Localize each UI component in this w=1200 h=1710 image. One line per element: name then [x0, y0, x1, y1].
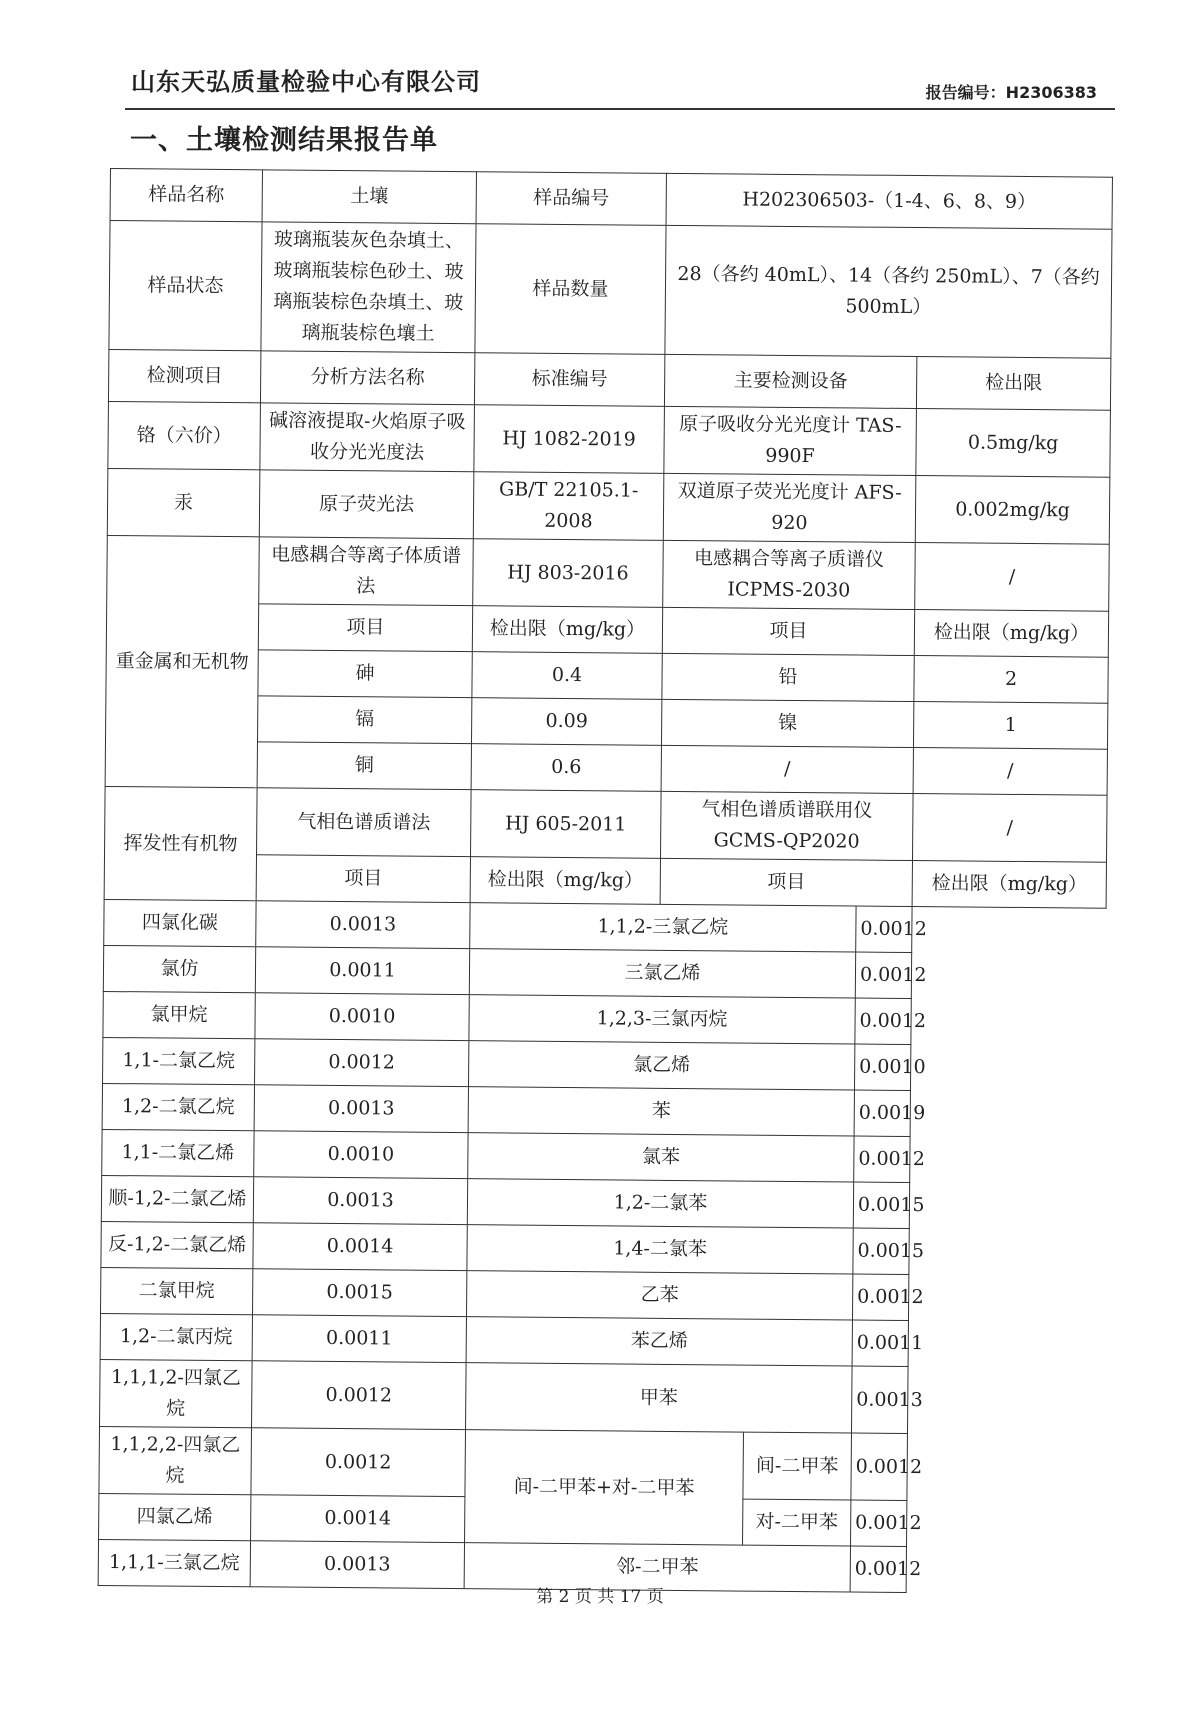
limit-value: 0.0010	[854, 1044, 910, 1090]
analyte: 间-二甲苯	[743, 1432, 852, 1500]
subheader-item: 项目	[660, 858, 912, 906]
header-limit: 检出限	[916, 357, 1110, 411]
detection-limit: /	[915, 543, 1110, 612]
label-sample-state: 样品状态	[109, 221, 262, 351]
label-sample-no: 样品编号	[476, 172, 666, 226]
limit-value: 0.0015	[252, 1269, 466, 1317]
limit-value: 2	[914, 656, 1108, 704]
limit-value: 0.0012	[851, 1500, 907, 1546]
limit-value: 0.4	[472, 652, 662, 700]
report-number: 报告编号：H2306383	[925, 83, 1097, 102]
analyte: 镍	[661, 699, 913, 747]
limit-value: 0.0012	[252, 1361, 467, 1430]
analyte: 苯	[468, 1087, 854, 1136]
row-sample-state	[109, 221, 1112, 359]
limit-value: 0.6	[471, 744, 661, 792]
equipment: 双道原子荧光光度计 AFS-920	[663, 473, 916, 542]
limit-value: 0.0013	[256, 901, 470, 949]
label-sample-qty: 样品数量	[475, 224, 666, 355]
analyte: 1,1,1-三氯乙烷	[98, 1539, 250, 1586]
limit-value: 0.0014	[251, 1495, 465, 1543]
group-voc: 挥发性有机物	[104, 786, 257, 900]
value-sample-name: 土壤	[262, 170, 476, 224]
table-row	[100, 1359, 1103, 1435]
analyte: 1,2,3-三氯丙烷	[469, 995, 855, 1044]
analyte: 反-1,2-二氯乙烯	[101, 1221, 253, 1268]
subheader-limit: 检出限（mg/kg）	[470, 857, 660, 905]
limit-value: 0.0012	[851, 1433, 908, 1500]
analyte: 氯甲烷	[103, 991, 255, 1038]
item-name: 汞	[107, 468, 260, 536]
analyte: 邻-二甲苯	[464, 1543, 850, 1592]
limit-value: 0.0010	[255, 993, 469, 1041]
analyte: 对-二甲苯	[743, 1499, 851, 1546]
subheader-limit: 检出限（mg/kg）	[914, 610, 1108, 658]
limit-value: 0.09	[471, 698, 661, 746]
standard-no: HJ 803-2016	[473, 539, 664, 608]
label-sample-name: 样品名称	[110, 169, 262, 222]
xylene-group-label: 间-二甲苯+对-二甲苯	[465, 1430, 744, 1545]
limit-value: 0.0012	[251, 1428, 466, 1497]
analyte: 四氯乙烯	[99, 1493, 251, 1540]
detection-limit: 0.002mg/kg	[915, 476, 1110, 545]
limit-value: 0.0014	[253, 1223, 467, 1271]
method-name: 气相色谱质谱法	[257, 788, 472, 857]
standard-no: GB/T 22105.1-2008	[473, 472, 664, 541]
analyte: 苯乙烯	[466, 1317, 852, 1366]
value-sample-state: 玻璃瓶装灰色杂填土、玻璃瓶装棕色砂土、玻璃瓶装棕色杂填土、玻璃瓶装棕色壤土	[261, 222, 476, 353]
limit-value: 0.0011	[252, 1315, 466, 1363]
limit-value: 0.0013	[851, 1366, 908, 1433]
analyte: 1,1-二氯乙烷	[103, 1037, 255, 1084]
equipment: 电感耦合等离子质谱仪 ICPMS-2030	[663, 540, 916, 609]
limit-value: 0.0015	[853, 1182, 909, 1228]
value-sample-qty: 28（各约 40mL）、14（各约 250mL）、7（各约 500mL）	[665, 225, 1112, 358]
value-sample-no: H202306503-（1-4、6、8、9）	[666, 173, 1112, 229]
equipment: 气相色谱质谱联用仪 GCMS-QP2020	[660, 791, 913, 860]
analyte: 铅	[662, 653, 914, 701]
method-name: 碱溶液提取-火焰原子吸收分光光度法	[260, 403, 475, 472]
limit-value: 0.0012	[856, 906, 912, 952]
subheader-item: 项目	[256, 855, 470, 903]
analyte: 1,2-二氯苯	[467, 1179, 853, 1228]
method-name: 原子荧光法	[259, 470, 474, 539]
detection-limit: /	[912, 794, 1107, 863]
analyte: 1,1,2-三氯乙烷	[470, 903, 856, 952]
standard-no: HJ 1082-2019	[474, 405, 665, 474]
header-equipment: 主要检测设备	[664, 354, 916, 408]
analyte: 1,4-二氯苯	[467, 1225, 853, 1274]
limit-value: 0.0012	[855, 952, 911, 998]
table-row	[99, 1426, 1102, 1502]
row-headers	[108, 349, 1110, 410]
result-table	[98, 168, 1113, 1595]
header-standard: 标准编号	[474, 353, 664, 407]
subheader-limit: 检出限（mg/kg）	[912, 861, 1106, 909]
header-item: 检测项目	[108, 349, 260, 402]
limit-value: 0.0012	[255, 1039, 469, 1087]
analyte: 顺-1,2-二氯乙烯	[101, 1175, 253, 1222]
limit-value: 0.0013	[253, 1177, 467, 1225]
analyte: 1,1,1,2-四氯乙烷	[100, 1359, 253, 1427]
limit-value: 0.0013	[250, 1541, 464, 1589]
analyte: 氯仿	[103, 945, 255, 992]
analyte: 1,2-二氯乙烷	[102, 1083, 254, 1130]
analyte: 四氯化碳	[104, 899, 256, 946]
header-method: 分析方法名称	[260, 351, 474, 405]
subheader-item: 项目	[662, 607, 914, 655]
analyte: 氯苯	[468, 1133, 854, 1182]
analyte: 乙苯	[466, 1271, 852, 1320]
company-name: 山东天弘质量检验中心有限公司	[131, 68, 481, 96]
limit-value: 0.0019	[854, 1090, 910, 1136]
analyte: 1,1,2,2-四氯乙烷	[99, 1426, 252, 1494]
item-name: 铬（六价）	[108, 401, 261, 469]
row-sample-name	[110, 169, 1112, 230]
limit-value: 0.0012	[855, 998, 911, 1044]
analyte: 1,1-二氯乙烯	[102, 1129, 254, 1176]
limit-value: 1	[913, 702, 1107, 750]
row-voc-method	[105, 786, 1108, 862]
analyte: 砷	[258, 650, 472, 698]
voc-rows	[100, 899, 1107, 1435]
limit-value: /	[913, 748, 1107, 796]
subheader-limit: 检出限（mg/kg）	[472, 606, 662, 654]
analyte: 1,2-二氯丙烷	[100, 1313, 252, 1360]
limit-value: 0.0013	[254, 1085, 468, 1133]
analyte: 氯乙烯	[468, 1041, 854, 1090]
page-footer: 第 2 页 共 17 页	[536, 1587, 664, 1607]
page-header	[125, 58, 1115, 110]
limit-value: 0.0010	[254, 1131, 468, 1179]
limit-value: 0.0012	[850, 1546, 906, 1592]
row-chromium	[108, 401, 1111, 477]
analyte: 甲苯	[466, 1363, 853, 1433]
section-title: 一、土壤检测结果报告单	[130, 125, 438, 156]
method-name: 电感耦合等离子体质谱法	[259, 537, 474, 606]
analyte: 镉	[257, 696, 471, 744]
equipment: 原子吸收分光光度计 TAS-990F	[664, 406, 917, 475]
limit-value: 0.0011	[255, 947, 469, 995]
limit-value: 0.0011	[852, 1320, 908, 1366]
limit-value: 0.0012	[852, 1274, 908, 1320]
group-heavy-metals: 重金属和无机物	[105, 535, 259, 787]
analyte: 三氯乙烯	[469, 949, 855, 998]
analyte: 铜	[257, 742, 471, 790]
row-mercury	[107, 468, 1110, 544]
subheader-item: 项目	[258, 604, 472, 652]
standard-no: HJ 605-2011	[471, 790, 662, 859]
detection-limit: 0.5mg/kg	[916, 409, 1111, 478]
limit-value: 0.0012	[854, 1136, 910, 1182]
limit-value: 0.0015	[853, 1228, 909, 1274]
row-heavy-metals-method	[107, 535, 1110, 611]
analyte: 二氯甲烷	[101, 1267, 253, 1314]
analyte: /	[661, 745, 913, 793]
